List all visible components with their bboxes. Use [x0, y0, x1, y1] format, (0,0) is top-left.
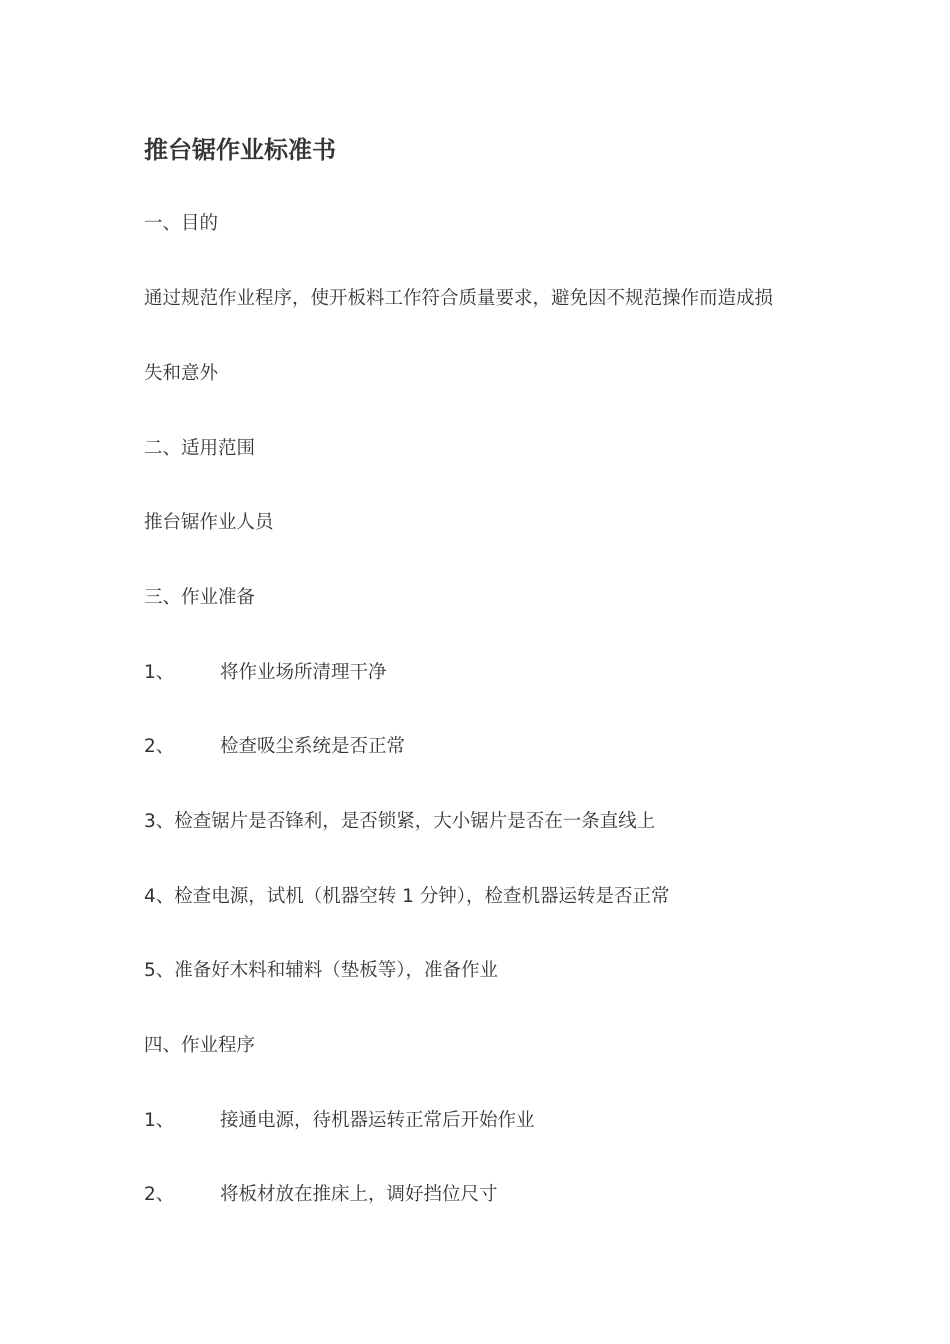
prep-item-2	[144, 734, 405, 760]
proc-item-2	[144, 1182, 498, 1208]
purpose-text-line-1: 通过规范作业程序，使开板料工作符合质量要求，避免因不规范操作而造成损	[144, 288, 774, 309]
prep-item-3: 3、检查锯片是否锋利，是否锁紧，大小锯片是否在一条直线上	[144, 811, 656, 832]
proc-item-2-text: 将板材放在推床上，调好挡位尺寸	[220, 1184, 498, 1205]
section-heading-procedure: 四、作业程序	[144, 1035, 256, 1056]
prep-item-5: 5、准备好木料和辅料（垫板等），准备作业	[144, 960, 499, 981]
prep-item-4: 4、检查电源，试机（机器空转 1 分钟），检查机器运转是否正常	[144, 886, 670, 907]
scope-text: 推台锯作业人员	[144, 512, 274, 533]
section-heading-purpose: 一、目的	[144, 213, 219, 234]
document-title: 推台锯作业标准书	[144, 136, 336, 164]
prep-item-2-number: 2、	[144, 736, 175, 757]
prep-item-2-text: 检查吸尘系统是否正常	[220, 736, 406, 757]
proc-item-2-number: 2、	[144, 1184, 175, 1205]
proc-item-1	[144, 1108, 535, 1134]
prep-item-1	[144, 660, 387, 686]
proc-item-1-text: 接通电源，待机器运转正常后开始作业	[220, 1110, 535, 1131]
purpose-text-line-2: 失和意外	[144, 363, 219, 384]
prep-item-1-text: 将作业场所清理干净	[220, 662, 387, 683]
prep-item-1-number: 1、	[144, 662, 175, 683]
proc-item-1-number: 1、	[144, 1110, 175, 1131]
section-heading-scope: 二、适用范围	[144, 438, 256, 459]
section-heading-preparation: 三、作业准备	[144, 587, 256, 608]
